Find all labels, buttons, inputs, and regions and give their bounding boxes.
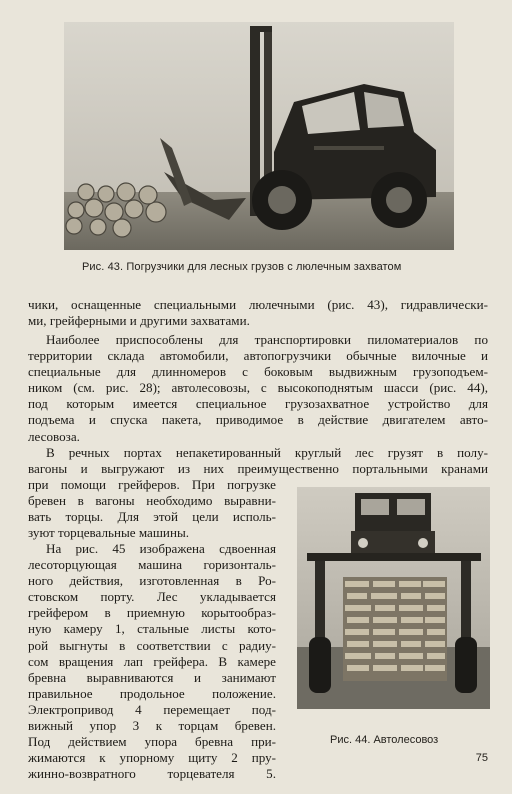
text-line: Наиболее приспособлены для транспортировки пиломатериалов по: [46, 332, 488, 347]
figure-43-caption: Рис. 43. Погрузчики для лесных грузов с люлечным захватом: [82, 261, 402, 273]
text-line: правильное продольное положение.: [28, 685, 276, 701]
text-line: лесовоза.: [28, 428, 80, 444]
text-line: жимаются к упорному щиту 2 пру-: [28, 750, 276, 766]
text-line: ную камеру 1, стальные листы кото-: [28, 621, 276, 637]
text-line: чики, оснащенные специальными люлечными (рис. 43), гидравлически-: [28, 297, 488, 312]
log-truck-illustration: [297, 487, 490, 709]
paragraph-river-ports: [28, 445, 488, 477]
text-line: грейфером в приемную корытообраз-: [28, 605, 276, 621]
paragraph-river-ports-cont: [28, 477, 276, 541]
text-line: На рис. 45 изображена сдвоенная: [46, 541, 276, 556]
text-line: ного действия, изготовленная в Ро-: [28, 573, 276, 589]
text-line: рой выгнуты в соответствии с радиу-: [28, 637, 276, 653]
figure-43-photo: [64, 22, 454, 250]
text-line: при помощи грейферов. При погрузке: [28, 477, 276, 492]
text-line: сом вращения лап грейфера. В камере: [28, 653, 276, 669]
text-line: Электропривод 4 перемещает под-: [28, 701, 276, 717]
paragraph-transport: [28, 332, 488, 445]
text-line: ми, грейферными и другими захватами.: [28, 313, 250, 329]
text-line: бревен в вагоны необходимо выравни-: [28, 493, 276, 509]
text-line: стовском порту. Лес укладывается: [28, 589, 276, 605]
text-line: специальные для длинномеров с боковым выдвижным грузоподъем-: [28, 364, 488, 380]
paragraph-continuation: [28, 297, 488, 329]
text-line: территории склада автомобили, автопогрузчики обычные вилочные и: [28, 348, 488, 364]
figure-44-caption: Рис. 44. Автолесовоз: [330, 734, 439, 746]
loader-illustration: [64, 22, 454, 250]
text-line: вагоны и выгружают из них преимущественно портальными кранами: [28, 461, 488, 477]
text-line: вижный упор 3 к торцам бревен.: [28, 718, 276, 734]
text-line: В речных портах непакетированный круглый лес грузят в полу-: [46, 445, 488, 460]
text-line: под которым имеется специальное грузозахватное устройство для: [28, 396, 488, 412]
text-line: жинно-возвратного торцевателя 5.: [28, 766, 276, 782]
text-line: подъема и спуска пакета, приводимое в действие двигателем авто-: [28, 412, 488, 428]
text-line: Под действием упора бревна при-: [28, 734, 276, 750]
figure-44-photo: [297, 487, 490, 709]
paragraph-machine: [28, 541, 276, 782]
text-line: бревна выравниваются и занимают: [28, 669, 276, 685]
text-line: ником (см. рис. 28); автолесовозы, с высокоподнятым шасси (рис. 44),: [28, 380, 488, 396]
text-line: лесоторцующая машина горизонталь-: [28, 557, 276, 573]
text-line: вать торцы. Для этой цели исполь-: [28, 509, 276, 525]
text-line: зуют торцевальные машины.: [28, 525, 190, 541]
page-number: 75: [475, 752, 488, 764]
